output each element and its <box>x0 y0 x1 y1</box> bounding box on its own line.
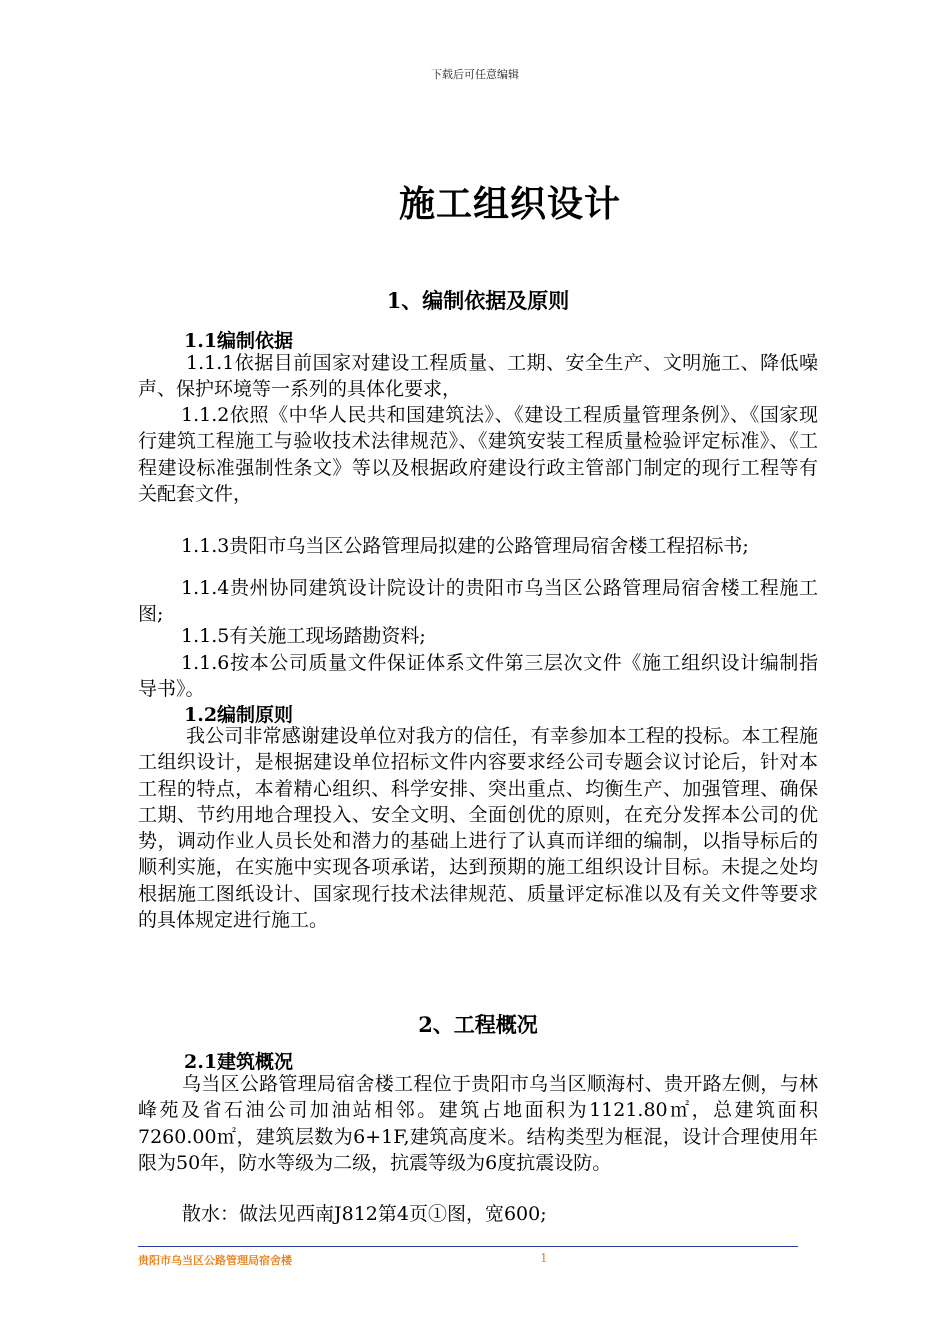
paragraph-1-1-6: 1.1.6按本公司质量文件保证体系文件第三层次文件《施工组织设计编制指导书》。 <box>138 652 818 701</box>
section-2-1-heading: 2.1建筑概况 <box>184 1051 294 1073</box>
section-2-heading: 2、工程概况 <box>418 1012 538 1037</box>
paragraph-2-1: 乌当区公路管理局宿舍楼工程位于贵阳市乌当区顺海村、贵开路左侧，与林峰苑及省石油公司加油站相邻。建筑占地面积为1121.80㎡，总建筑面积7260.00㎡，建筑层数为6+1F,建筑高度米。结构类型为框混，设计合理使用年限为50年，防水等级为二级，抗震等级为6度抗震设防。 <box>138 1073 818 1174</box>
paragraph-1-2: 我公司非常感谢建设单位对我方的信任，有幸参加本工程的投标。本工程施工组织设计，是根据建设单位招标文件内容要求经公司专题会议讨论后，针对本工程的特点，本着精心组织、科学安排、突出重点、均衡生产、加强管理、确保工期、节约用地合理投入、安全文明、全面创优的原则，在充分发挥本公司的优势，调动作业人员长处和潜力的基础上进行了认真而详细的编制，以指导标后的顺利实施，在实施中实现各项承诺，达到预期的施工组织设计目标。未提之处均根据施工图纸设计、国家现行技术法律规范、质量评定标准以及有关文件等要求的具体规定进行施工。 <box>138 725 818 932</box>
footer-project-name: 贵阳市乌当区公路管理局宿舍楼 <box>138 1254 292 1267</box>
header-note: 下载后可任意编辑 <box>431 68 519 81</box>
section-1-heading: 1、编制依据及原则 <box>386 288 570 313</box>
section-1-1-heading: 1.1编制依据 <box>184 330 294 352</box>
footer-divider <box>138 1246 798 1247</box>
paragraph-1-1-5: 1.1.5有关施工现场踏勘资料; <box>181 625 426 647</box>
paragraph-1-1-1: 1.1.1依据目前国家对建设工程质量、工期、安全生产、文明施工、降低噪声、保护环境等一系列的具体化要求， <box>138 352 818 401</box>
section-1-2-heading: 1.2编制原则 <box>184 704 294 726</box>
paragraph-1-1-2: 1.1.2依照《中华人民共和国建筑法》、《建设工程质量管理条例》、《国家现行建筑工程施工与验收技术法律规范》、《建筑安装工程质量检验评定标准》、《工程建设标准强制性条文》等以及根据政府建设行政主管部门制定的现行工程等有关配套文件， <box>138 404 818 505</box>
paragraph-2-1-drainage: 散水：做法见西南J812第4页①图，宽600; <box>182 1203 547 1225</box>
paragraph-1-1-4: 1.1.4贵州协同建筑设计院设计的贵阳市乌当区公路管理局宿舍楼工程施工图; <box>138 577 818 626</box>
paragraph-1-1-3: 1.1.3贵阳市乌当区公路管理局拟建的公路管理局宿舍楼工程招标书; <box>181 535 749 557</box>
footer-page-number: 1 <box>540 1251 548 1265</box>
document-title: 施工组织设计 <box>398 183 621 225</box>
